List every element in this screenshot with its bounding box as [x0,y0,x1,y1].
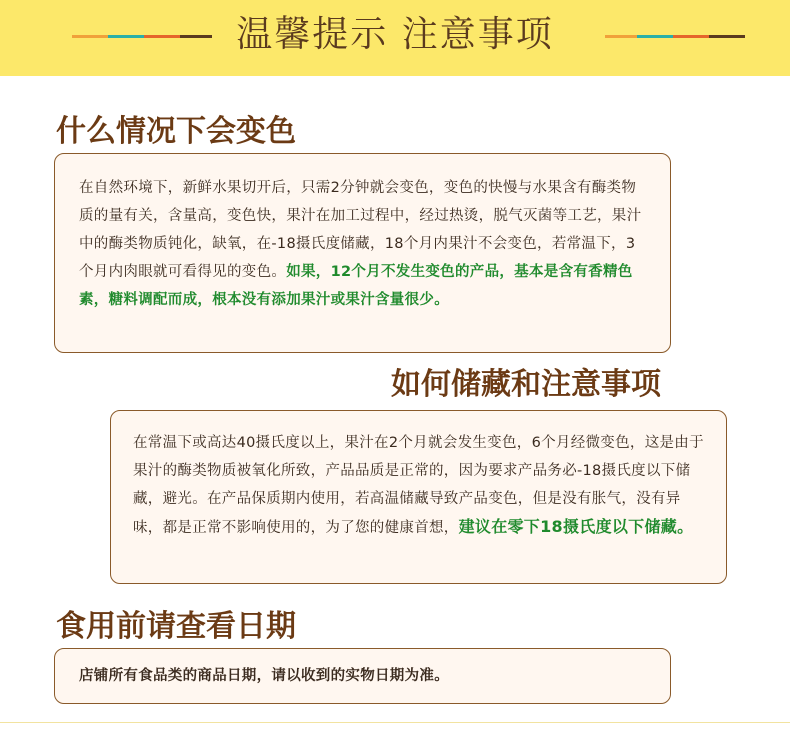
banner-decoration-right [605,35,745,38]
section-text-check-date: 店铺所有食品类的商品日期，请以收到的实物日期为准。 [79,668,449,684]
section-text-color-change: 在自然环境下，新鲜水果切开后，只需2分钟就会变色，变色的快慢与水果含有酶类物质的量有关，含量高，变色快，果汁在加工过程中，经过热烫，脱气灭菌等工艺，果汁中的酶类物质钝化，缺氧，在-18摄氏度储藏，18个月内果汁不会变色，若常温下，3个月内肉眼就可看得见的变色。如果，12个月不发生变色的产品，基本是含有香精色素，糖料调配而成，根本没有添加果汁或果汁含量很少。 [79,180,642,308]
section-heading-check-date: 食用前请查看日期 [56,609,296,644]
section-text-storage: 在常温下或高达40摄氏度以上，果汁在2个月就会发生变色，6个月经微变色，这是由于果汁的酶类物质被氧化所致，产品品质是正常的，因为要求产品务必-18摄氏度以下储藏，避光。在产品保质期内使用，若高温储藏导致产品变色，但是没有胀气，没有异味，都是正常不影响使用的，为了您的健康首想，建议在零下18摄氏度以下储藏。 [133,435,704,536]
section-heading-color-change: 什么情况下会变色 [56,114,296,149]
highlight-text-storage: 建议在零下18摄氏度以下储藏。 [458,517,694,536]
section-box-color-change [54,153,671,353]
section-heading-storage: 如何储藏和注意事项 [391,367,661,402]
header-banner [0,0,790,76]
bottom-divider [0,722,790,723]
banner-title: 温馨提示 注意事项 [236,14,554,55]
highlight-text-color-change: 如果，12个月不发生变色的产品，基本是含有香精色素，糖料调配而成，根本没有添加果汁或果汁含量很少。 [79,264,633,308]
section-box-check-date [54,648,671,704]
section-box-storage [110,410,727,584]
